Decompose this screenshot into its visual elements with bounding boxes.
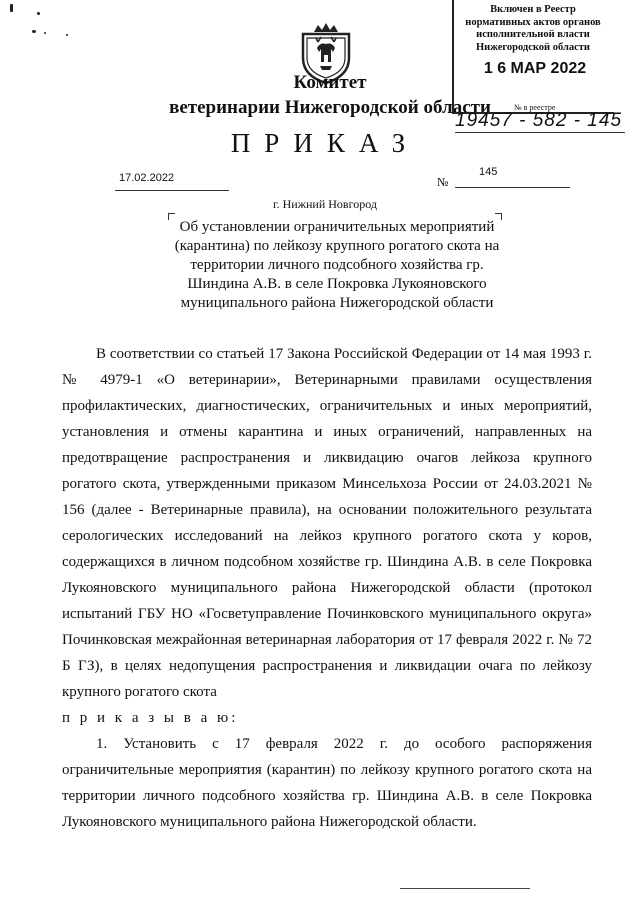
registry-line: нормативных актов органов [465,16,601,28]
order-item-1: 1. Установить с 17 февраля 2022 г. до особого распоряжения ограничительные мероприятия (карантин) по лейкозу крупного рогатого скота на территории личного подсобного хозяйства гр. Шиндина А.В. в селе Покровка Лукояновского муниципального района Нижегородской области. [62,736,592,830]
footer-line [400,888,530,889]
committee-line2: ветеринарии Нижегородской области [169,97,491,118]
committee-line1: Комитет [293,72,367,93]
registry-line: Включен в Реестр [490,4,576,15]
registry-date: 1 6 МАР 2022 [483,60,587,77]
document-date: 17.02.2022 [115,172,229,191]
document-body [62,341,592,835]
document-number: 145 [455,166,570,188]
registry-line: Нижегородской области [476,41,590,53]
registry-line: исполнительной власти [476,29,590,40]
document-title: Об установлении ограничительных мероприятий (карантина) по лейкозу крупного рогатого скота на территории личного подсобного хозяйства гр. Шиндина А.В. в селе Покровка Лукояновского муниципального района Нижегородской области [174,219,500,311]
registry-stamp-text [458,4,608,54]
registry-number-label: № в реестре [514,103,556,112]
preamble-paragraph: В соответствии со статьей 17 Закона Российской Федерации от 14 мая 1993 г. № 4979-1 «О ветеринарии», Ветеринарными правилами осуществления профилактических, диагностических, ограничительных и иных мероприятий, установления и отмены карантина и иных ограничений, направленных на предотвращение распространения и ликвидацию очагов лейкоза крупного рогатого скота, утвержденными приказом Минсельхоза России от 24.03.2021 № 156 (далее - Ветеринарные правила), на основании положительного результата серологических исследований на лейкоз крупного рогатого скота у коров, содержащихся в личном подсобном хозяйстве гр. Шиндина А.В. в селе Покровка Лукояновского муниципального района Нижегородской области (протокол испытаний ГБУ НО «Госветуправление Починковского муниципального округа» Починковская межрайонная ветеринарная лаборатория от 17 февраля 2022 г. № 72 Б ГЗ), в целях недопущения распространения и ликвидации очага по лейкозу крупного рогатого скота [62,346,592,700]
document-city: г. Нижний Новгород [273,197,377,211]
registry-number: 19457 - 582 - 145 [455,110,625,133]
document-number-label: № [437,175,449,189]
document-type: ПРИКАЗ [230,128,420,158]
order-word: п р и к а з ы в а ю: [62,710,239,726]
committee-name [160,70,500,120]
